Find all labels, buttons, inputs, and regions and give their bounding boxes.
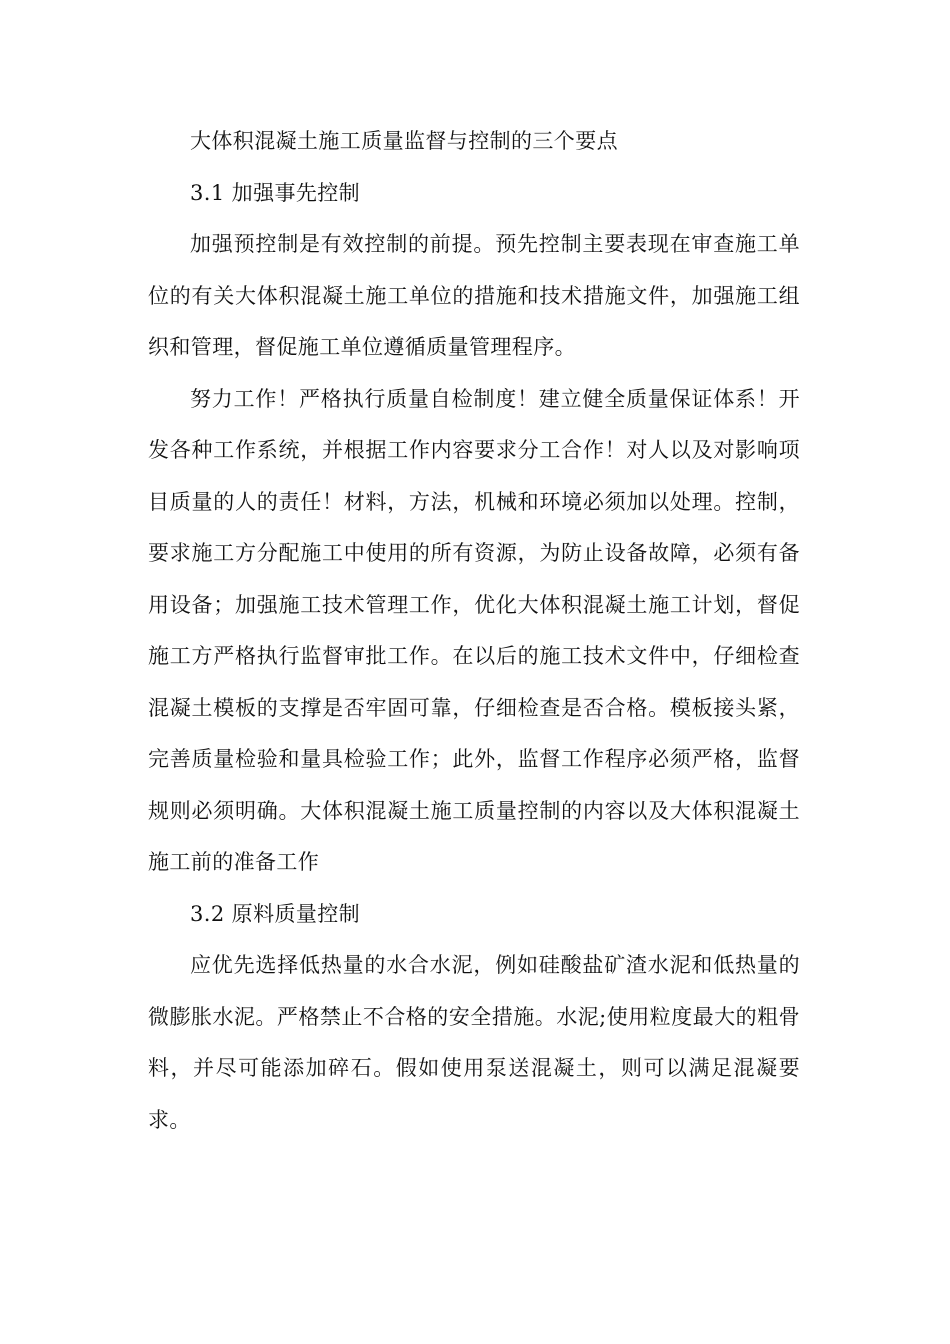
body-paragraph: 加强预控制是有效控制的前提。预先控制主要表现在审查施工单位的有关大体积混凝土施工单位的措施和技术措施文件，加强施工组织和管理，督促施工单位遵循质量管理程序。 [148, 232, 800, 359]
document-body [148, 116, 800, 1146]
subsection-heading-3-1: 3.1 加强事先控制 [190, 180, 361, 205]
subsection-heading-3-2: 3.2 原料质量控制 [190, 901, 361, 926]
body-paragraph: 应优先选择低热量的水合水泥，例如硅酸盐矿渣水泥和低热量的微膨胀水泥。严格禁止不合格的安全措施。水泥;使用粒度最大的粗骨料，并尽可能添加碎石。假如使用泵送混凝土，则可以满足混凝要求。 [148, 953, 800, 1132]
body-paragraph: 努力工作！严格执行质量自检制度！建立健全质量保证体系！开发各种工作系统，并根据工作内容要求分工合作！对人以及对影响项目质量的人的责任！材料，方法，机械和环境必须加以处理。控制，要求施工方分配施工中使用的所有资源，为防止设备故障，必须有备用设备；加强施工技术管理工作，优化大体积混凝土施工计划，督促施工方严格执行监督审批工作。在以后的施工技术文件中，仔细检查混凝土模板的支撑是否牢固可靠，仔细检查是否合格。模板接头紧，完善质量检验和量具检验工作；此外，监督工作程序必须严格，监督规则必须明确。大体积混凝土施工质量控制的内容以及大体积混凝土施工前的准备工作 [148, 386, 800, 874]
section-heading: 大体积混凝土施工质量监督与控制的三个要点 [190, 129, 618, 153]
